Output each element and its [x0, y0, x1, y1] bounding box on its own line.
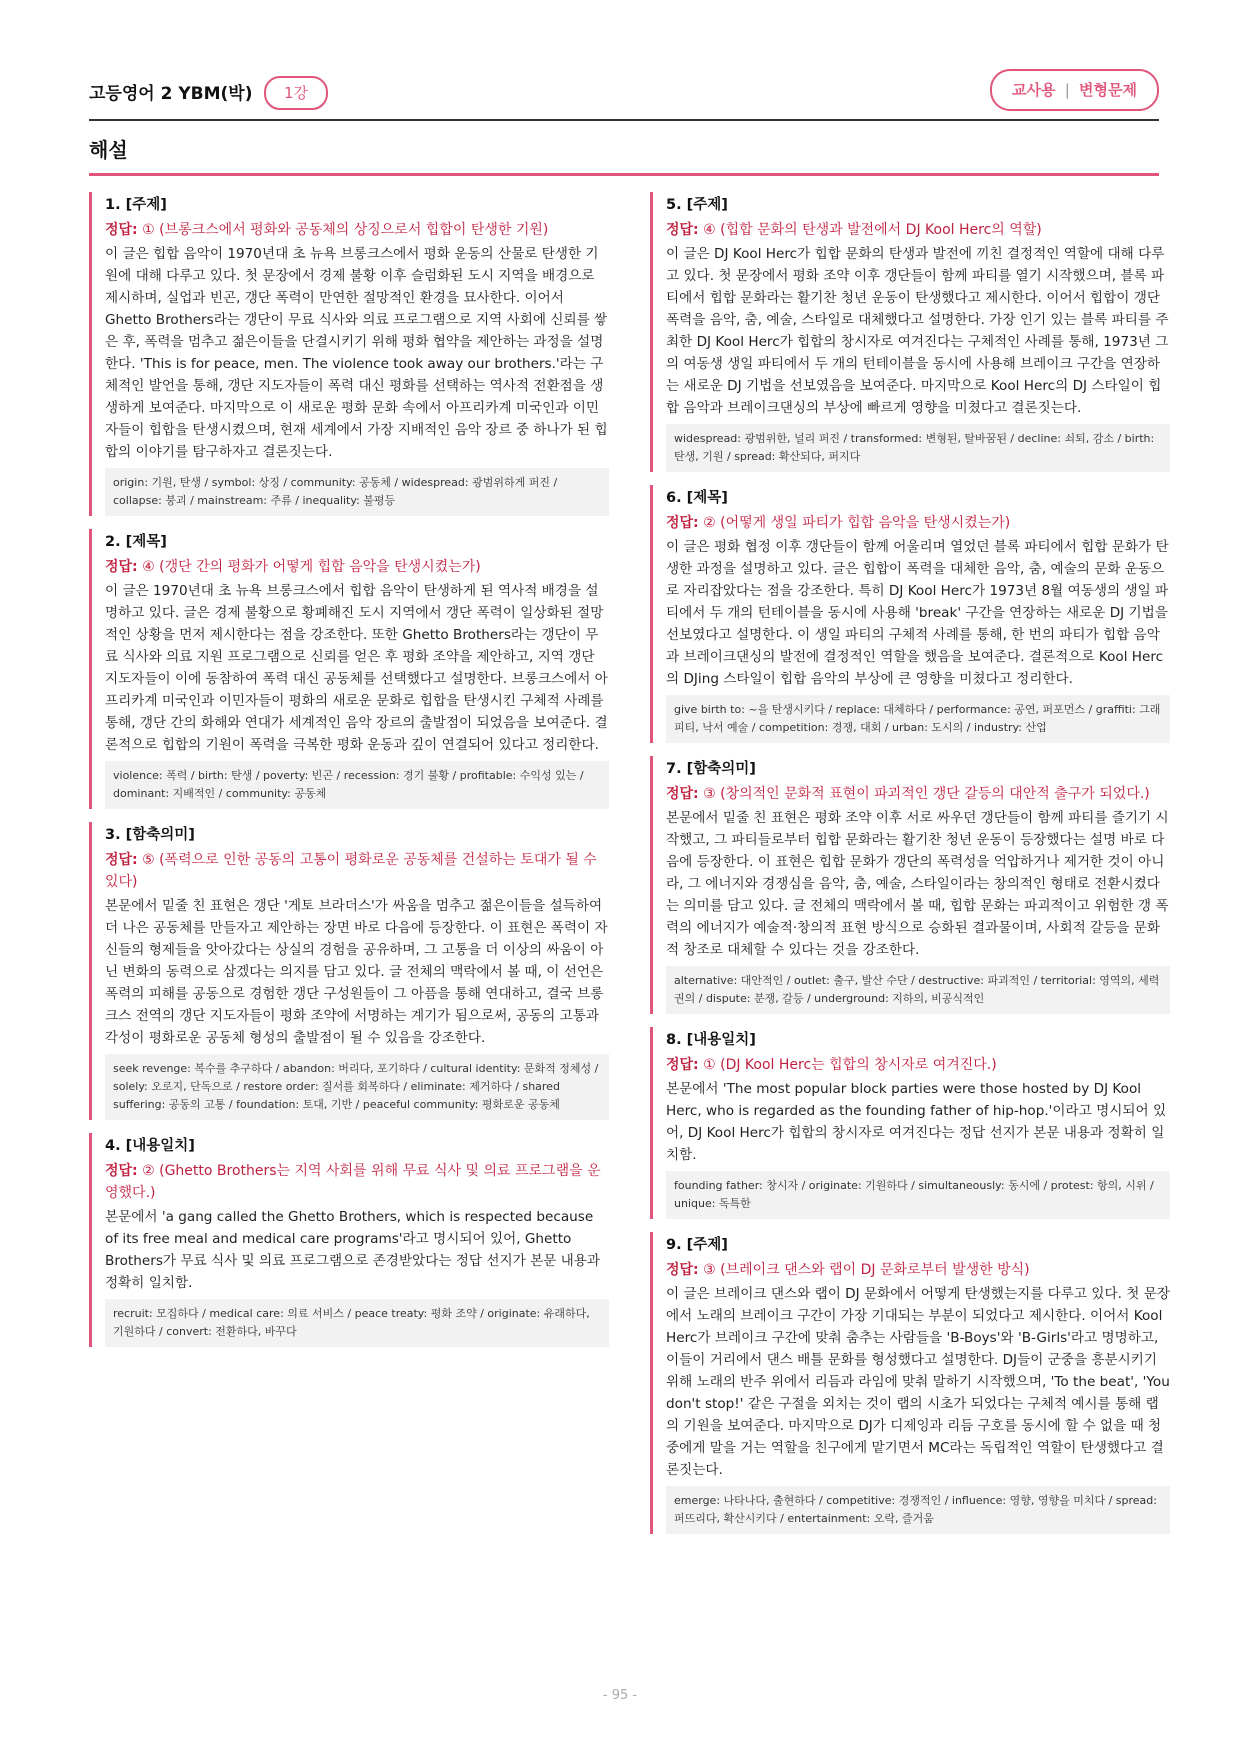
question-explanation-7 [650, 756, 1170, 1014]
explanation-text: 본문에서 밑줄 친 표현은 평화 조약 이후 서로 싸우던 갱단들이 함께 파티를 즐기기 시작했고, 그 파티들로부터 힙합 문화라는 활기찬 청년 운동이 등장했다는 설명 바로 다음에 등장한다. 이 표현은 힙합 문화가 갱단의 폭력성을 억압하거나 제거한 것이 아니라, 그 에너지와 경쟁심을 음악, 춤, 예술, 스타일이라는 창의적인 형태로 전환시켰다는 의미를 담고 있다. 글 전체의 맥락에서 볼 때, 힙합 문화는 파괴적이고 위험한 갱 폭력의 에너지가 예술적·창의적 표현 방식으로 승화된 결과물이며, 사회적 갈등을 문화적 창조로 대체할 수 있다는 것을 강조한다. [666, 810, 1169, 958]
answer-line [105, 219, 609, 241]
vocabulary-box: give birth to: ~을 탄생시키다 / replace: 대체하다 / performance: 공연, 퍼포먼스 / graffiti: 그래피티, 낙서 예술 / competition: 경쟁, 대회 / urban: 도시의 / industry: 산업 [666, 695, 1170, 743]
explanation-text: 본문에서 'a gang called the Ghetto Brothers, which is respected because of its free meal and medical care programs'라고 명시되어 있어, Ghetto Brothers가 무료 식사 및 의료 프로그램으로 존경받았다는 정답 선지가 본문 내용과 정확히 일치함. [105, 1209, 601, 1291]
answer-line [105, 1160, 609, 1204]
question-explanation-8 [650, 1027, 1170, 1219]
vocabulary-box: alternative: 대안적인 / outlet: 출구, 발산 수단 / destructive: 파괴적인 / territorial: 영역의, 세력권의 / dispute: 분쟁, 갈등 / underground: 지하의, 비공식적인 [666, 966, 1170, 1014]
vocabulary-box: origin: 기원, 탄생 / symbol: 상징 / community: 공동체 / widespread: 광범위하게 퍼진 / collapse: 붕괴 / mainstream: 주류 / inequality: 불평등 [105, 468, 609, 516]
page-header [89, 69, 1159, 117]
answer-line [105, 556, 609, 578]
answer-line [666, 1259, 1170, 1281]
badge-separator: | [1064, 81, 1070, 99]
vocabulary-box: recruit: 모집하다 / medical care: 의료 서비스 / peace treaty: 평화 조약 / originate: 유래하다, 기원하다 / convert: 전환하다, 바꾸다 [105, 1299, 609, 1347]
answer-line [105, 849, 609, 893]
section-title: 해설 [89, 138, 128, 162]
question-heading: 7. [함축의미] [666, 761, 756, 777]
answer-text: ④ (갱단 간의 평화가 어떻게 힙합 음악을 탄생시켰는가) [142, 559, 481, 575]
question-heading: 8. [내용일치] [666, 1032, 756, 1048]
explanation-text: 본문에서 밑줄 친 표현은 갱단 '게토 브라더스'가 싸움을 멈추고 젊은이들을 설득하여 더 나은 공동체를 만들자고 제안하는 장면 바로 다음에 등장한다. 이 표현은 폭력이 자신들의 형제들을 앗아갔다는 상실의 경험을 공유하며, 그 고통을 더 이상의 싸움이 아닌 변화의 동력으로 삼겠다는 의지를 담고 있다. 글 전체의 맥락에서 볼 때, 이 선언은 폭력의 피해를 공동으로 경험한 갱단 구성원들이 그 아픔을 통해 연대하고, 결국 브롱크스 전역의 갱단 지도자들이 평화 조약에 서명하는 계기가 됨으로써, 공동의 고통과 각성이 평화로운 공동체 형성의 출발점이 될 수 있음을 강조한다. [105, 898, 608, 1046]
question-heading: 6. [제목] [666, 490, 728, 506]
question-explanation-2 [89, 529, 609, 809]
answer-label: 정답: [105, 559, 138, 575]
answer-label: 정답: [666, 786, 699, 802]
question-heading: 3. [함축의미] [105, 827, 195, 843]
document-title: 고등영어 2 YBM(박) [89, 84, 253, 104]
question-heading: 1. [주제] [105, 197, 167, 213]
answer-label: 정답: [666, 222, 699, 238]
badge-teacher-label: 교사용 [1012, 81, 1056, 99]
question-explanation-3 [89, 822, 609, 1120]
answer-text: ④ (힙합 문화의 탄생과 발전에서 DJ Kool Herc의 역할) [703, 222, 1042, 238]
question-explanation-5 [650, 192, 1170, 472]
question-heading: 4. [내용일치] [105, 1138, 195, 1154]
answer-text: ③ (창의적인 문화적 표현이 파괴적인 갱단 갈등의 대안적 출구가 되었다.) [703, 786, 1150, 802]
badge-variant-label: 변형문제 [1079, 81, 1137, 99]
vocabulary-box: widespread: 광범위한, 널리 퍼진 / transformed: 변형된, 탈바꿈된 / decline: 쇠퇴, 감소 / birth: 탄생, 기원 / spread: 확산되다, 퍼지다 [666, 424, 1170, 472]
answer-text: ③ (브레이크 댄스와 랩이 DJ 문화로부터 발생한 방식) [703, 1262, 1030, 1278]
answer-label: 정답: [666, 1262, 699, 1278]
answer-line [666, 512, 1170, 534]
question-explanation-1 [89, 192, 609, 516]
answer-label: 정답: [105, 852, 138, 868]
question-explanation-6 [650, 485, 1170, 743]
answer-label: 정답: [666, 515, 699, 531]
page-number: - 95 - [602, 1688, 638, 1703]
answer-label: 정답: [105, 1163, 138, 1179]
question-heading: 9. [주제] [666, 1237, 728, 1253]
section-divider [89, 173, 1159, 176]
answer-text: ② (어떻게 생일 파티가 힙합 음악을 탄생시켰는가) [703, 515, 1011, 531]
explanation-text: 본문에서 'The most popular block parties were those hosted by DJ Kool Herc, who is regarded as the founding father of hip-hop.'이라고 명시되어 있어, DJ Kool Herc가 힙합의 창시자로 여겨진다는 정답 선지가 본문 내용과 정확히 일치함. [666, 1081, 1167, 1163]
question-heading: 5. [주제] [666, 197, 728, 213]
answer-line [666, 1054, 1170, 1076]
answer-text: ① (DJ Kool Herc는 힙합의 창시자로 여겨진다.) [703, 1057, 997, 1073]
question-explanation-4 [89, 1133, 609, 1347]
left-column [89, 192, 609, 1360]
question-heading: 2. [제목] [105, 534, 167, 550]
explanation-text: 이 글은 평화 협정 이후 갱단들이 함께 어울리며 열었던 블록 파티에서 힙합 문화가 탄생한 과정을 설명하고 있다. 글은 힙합이 폭력을 대체한 음악, 춤, 예술의 문화 운동으로 자리잡았다는 점을 강조한다. 특히 DJ Kool Herc가 1973년 8월 여동생의 생일 파티에서 두 개의 턴테이블을 동시에 사용해 'break' 구간을 연장하는 새로운 DJ 기법을 선보였다고 설명한다. 이 생일 파티의 구체적 사례를 통해, 한 번의 파티가 힙합 음악과 브레이크댄싱의 발전에 결정적인 역할을 했음을 보여준다. 결론적으로 Kool Herc의 DJing 스타일이 힙합 음악의 부상에 큰 영향을 미쳤다고 정리한다. [666, 539, 1169, 687]
answer-text: ② (Ghetto Brothers는 지역 사회를 위해 무료 식사 및 의료 프로그램을 운영했다.) [105, 1163, 601, 1201]
vocabulary-box: violence: 폭력 / birth: 탄생 / poverty: 빈곤 / recession: 경기 불황 / profitable: 수익성 있는 / dominant: 지배적인 / community: 공동체 [105, 761, 609, 809]
vocabulary-box: founding father: 창시자 / originate: 기원하다 / simultaneously: 동시에 / protest: 항의, 시위 / unique: 독특한 [666, 1171, 1170, 1219]
answer-line [666, 219, 1170, 241]
explanation-text: 이 글은 힙합 음악이 1970년대 초 뉴욕 브롱크스에서 평화 운동의 산물로 탄생한 기원에 대해 다루고 있다. 첫 문장에서 경제 불황 이후 슬럼화된 도시 지역을 배경으로 제시하며, 실업과 빈곤, 갱단 폭력이 만연한 절망적인 환경을 묘사한다. 이어서 Ghetto Brothers라는 갱단이 무료 식사와 의료 프로그램으로 지역 사회에 신뢰를 쌓은 후, 폭력을 멈추고 젊은이들을 단결시키기 위해 평화 협약을 제안하는 과정을 설명한다. 'This is for peace, men. The violence took away our brothers.'라는 구체적인 발언을 통해, 갱단 지도자들이 폭력 대신 평화를 선택하는 역사적 전환점을 생생하게 보여준다. 마지막으로 이 새로운 평화 문화 속에서 아프리카계 미국인과 이민자들이 힙합을 탄생시켰으며, 현재 세계에서 가장 지배적인 음악 장르 중 하나가 된 힙합의 이야기를 탐구하자고 결론짓는다. [105, 246, 608, 460]
answer-text: ⑤ (폭력으로 인한 공동의 고통이 평화로운 공동체를 건설하는 토대가 될 수 있다) [105, 852, 597, 890]
question-explanation-9 [650, 1232, 1170, 1534]
header-divider [89, 119, 1159, 121]
answer-text: ① (브롱크스에서 평화와 공동체의 상징으로서 힙합이 탄생한 기원) [142, 222, 549, 238]
teacher-version-badge [990, 69, 1159, 111]
vocabulary-box: seek revenge: 복수를 추구하다 / abandon: 버리다, 포기하다 / cultural identity: 문화적 정체성 / solely: 오로지, 단독으로 / restore order: 질서를 회복하다 / eliminate: 제거하다 / shared suffering: 공동의 고통 / foundation: 토대, 기반 / peaceful community: 평화로운 공동체 [105, 1054, 609, 1120]
vocabulary-box: emerge: 나타나다, 출현하다 / competitive: 경쟁적인 / influence: 영향, 영향을 미치다 / spread: 퍼뜨리다, 확산시키다 / entertainment: 오락, 즐거움 [666, 1486, 1170, 1534]
answer-line [666, 783, 1170, 805]
answer-label: 정답: [666, 1057, 699, 1073]
right-column [650, 192, 1170, 1547]
explanation-text: 이 글은 DJ Kool Herc가 힙합 문화의 탄생과 발전에 끼친 결정적인 역할에 대해 다루고 있다. 첫 문장에서 평화 조약 이후 갱단들이 함께 파티를 열기 시작했으며, 블록 파티에서 힙합 문화라는 활기찬 청년 운동이 탄생했다고 제시한다. 이어서 힙합이 갱단 폭력을 음악, 춤, 예술, 스타일로 대체했다고 설명한다. 가장 인기 있는 블록 파티를 주최한 DJ Kool Herc가 힙합의 창시자로 여겨진다는 구체적인 사례를 통해, 1973년 그의 여동생 생일 파티에서 두 개의 턴테이블을 동시에 사용해 브레이크 구간을 연장하는 새로운 DJ 기법을 선보였음을 보여준다. 마지막으로 Kool Herc의 DJ 스타일이 힙합 음악과 브레이크댄싱의 부상에 빠르게 영향을 미쳤다고 결론짓는다. [666, 246, 1169, 416]
explanation-text: 이 글은 브레이크 댄스와 랩이 DJ 문화에서 어떻게 탄생했는지를 다루고 있다. 첫 문장에서 노래의 브레이크 구간이 가장 기대되는 부분이 되었다고 제시한다. 이어서 Kool Herc가 브레이크 구간에 맞춰 춤추는 사람들을 'B-Boys'와 'B-Girls'라고 명명하고, 이들이 거리에서 댄스 배틀 문화를 형성했다고 설명한다. DJ들이 군중을 흥분시키기 위해 노래의 반주 위에서 리듬과 라임에 맞춰 말하기 시작했으며, 'To the beat', 'You don't stop!' 같은 구절을 외치는 것이 랩의 시초가 되었다는 구체적 예시를 통해 랩의 기원을 보여준다. 마지막으로 DJ가 디제잉과 리듬 구호를 동시에 할 수 없을 때 청중에게 말을 거는 역할을 친구에게 맡기면서 MC라는 독립적인 역할이 탄생했다고 결론짓는다. [666, 1286, 1170, 1478]
lesson-badge: 1강 [264, 76, 328, 110]
explanation-text: 이 글은 1970년대 초 뉴욕 브롱크스에서 힙합 음악이 탄생하게 된 역사적 배경을 설명하고 있다. 글은 경제 불황으로 황폐해진 도시 지역에서 갱단 폭력이 일상화된 절망적인 상황을 먼저 제시한다는 점을 강조한다. 또한 Ghetto Brothers라는 갱단이 무료 식사와 의료 지원 프로그램으로 신뢰를 얻은 후 평화 조약을 제안하고, 지역 갱단 지도자들이 이에 동참하여 폭력 대신 공동체를 선택했다고 설명한다. 브롱크스에서 아프리카계 미국인과 이민자들이 평화의 새로운 문화로 힙합을 탄생시킨 구체적 사례를 통해, 갱단 간의 화해와 연대가 세계적인 음악 장르의 출발점이 되었음을 보여준다. 결론적으로 힙합의 기원이 폭력을 극복한 평화 운동과 깊이 연결되어 있다고 정리한다. [105, 583, 608, 753]
answer-label: 정답: [105, 222, 138, 238]
